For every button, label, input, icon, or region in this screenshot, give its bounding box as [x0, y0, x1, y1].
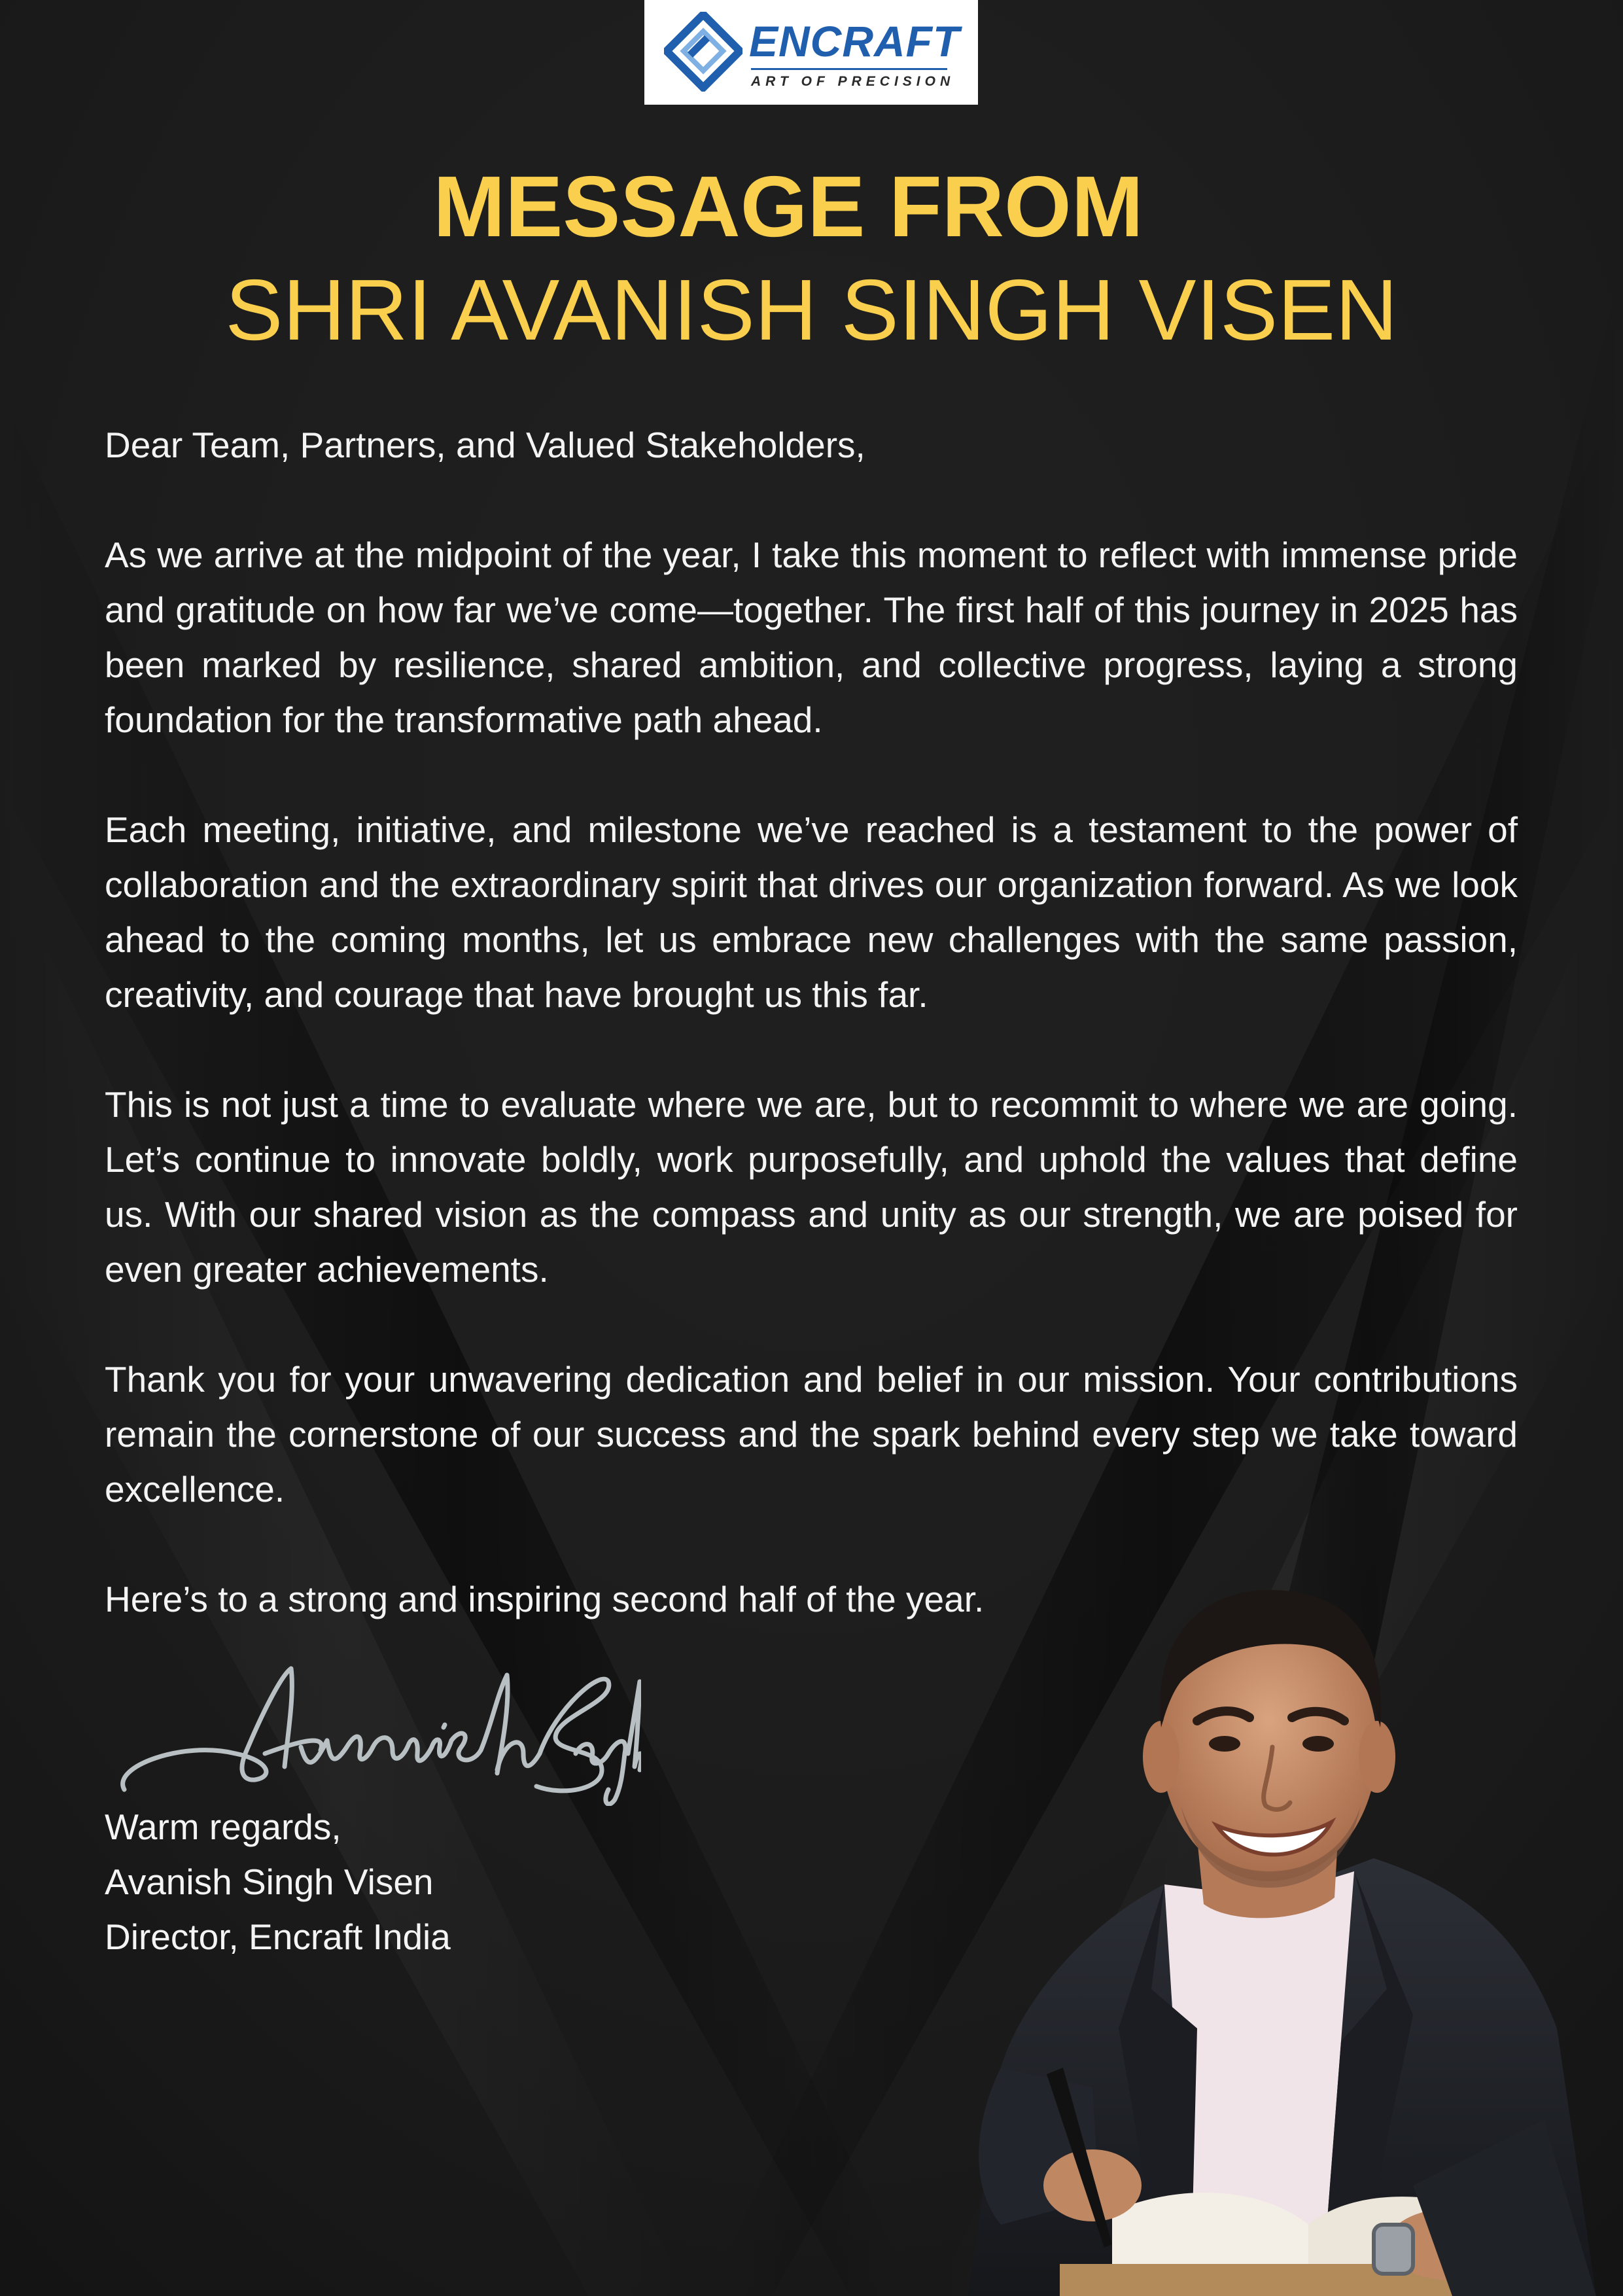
logo-divider — [751, 68, 947, 70]
signoff-line: Warm regards, — [105, 1807, 341, 1847]
company-logo — [644, 0, 978, 105]
page-subtitle: SHRI AVANISH SINGH VISEN — [225, 262, 1398, 358]
logo-wordmark: ENCRAFT — [749, 17, 960, 65]
letter-paragraph: As we arrive at the midpoint of the year, I take this moment to reflect with immense pride and gratitude on how far we’ve come—together. The first half of this journey in 2025 has been marked by resilience, shared ambition, and collective progress, laying a strong foundation for the transformative path ahead. — [105, 535, 1518, 740]
page-title: MESSAGE FROM — [433, 158, 1143, 255]
signature-icon — [105, 1655, 641, 1806]
letter-greeting: Dear Team, Partners, and Valued Stakeholders, — [105, 425, 865, 465]
letter-paragraph: This is not just a time to evaluate where we are, but to recommit to where we are going. Let’s continue to innovate boldly, work purposefully, and uphold the values that define us. With our shared vision as the compass and unity as our strength, we are poised for even greater achievements. — [105, 1084, 1518, 1290]
logo-tagline: ART OF PRECISION — [751, 74, 955, 89]
letter-signoff — [105, 1799, 451, 1964]
letter-paragraph: Each meeting, initiative, and milestone we’ve reached is a testament to the power of collaboration and the extraordinary spirit that drives our organization forward. As we look ahead to the coming months, let us embrace new challenges with the same passion, creativity, and courage that have brought us this far. — [105, 809, 1518, 1015]
letter-body — [105, 417, 1518, 1682]
sender-title: Director, Encraft India — [105, 1916, 451, 1957]
letter-closing: Here’s to a strong and inspiring second half of the year. — [105, 1579, 985, 1619]
diamond-logo-icon — [664, 12, 742, 92]
letter-paragraph: Thank you for your unwavering dedication and belief in our mission. Your contributions remain the cornerstone of our success and the spark behind every step we take toward excellence. — [105, 1359, 1518, 1510]
sender-name: Avanish Singh Visen — [105, 1862, 434, 1902]
